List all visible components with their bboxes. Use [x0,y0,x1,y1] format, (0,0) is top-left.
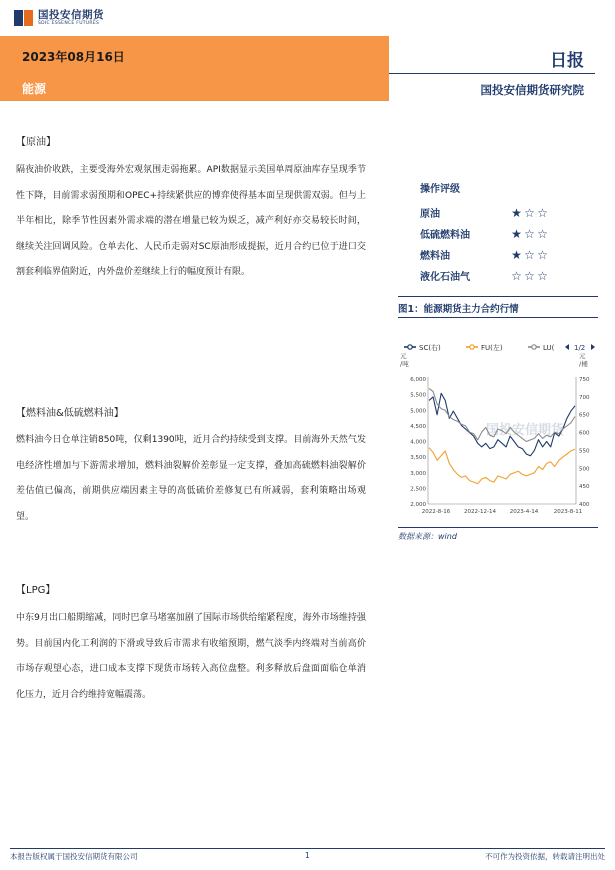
chart-svg [398,334,598,526]
section-title-fuel: 【燃料油&低硫燃料油】 [16,408,124,419]
left-unit-label-2: /吨 [400,360,409,368]
right-tick-label: 450 [579,484,590,491]
research-institute: 国投安信期货研究院 [480,83,584,97]
legend-label: SC(右) [419,344,441,352]
star-empty-icon: ☆ [524,247,535,262]
right-unit-label-2: /桶 [579,360,588,368]
page-number: 1 [305,851,310,860]
rating-row [420,223,580,244]
report-type: 日报 [550,51,584,71]
header-divider [389,73,595,74]
star-empty-icon: ☆ [537,226,548,241]
right-tick-label: 500 [579,466,590,473]
star-empty-icon: ☆ [524,226,535,241]
section-text-lpg: 中东9月出口船期缩减，同时巴拿马堵塞加剧了国际市场供给缩紧程度，海外市场维持强势。目前国内化工利润的下滑或导致后市需求有收缩预期，燃气淡季内终端对当前高价市场存观望心态，进口成本支撑下现货市场转入高位盘整。利多释放后盘面面临仓单消化压力，近月合约维持宽幅震荡。 [16,613,366,700]
left-tick-label: 4,000 [410,439,426,446]
data-source: 数据来源：wind [398,532,457,541]
rating-name: 原油 [420,209,440,220]
footer-rule [10,848,605,849]
x-tick-label: 2022-8-16 [421,509,451,515]
left-tick-label: 5,500 [410,392,426,399]
rating-name: 燃料油 [420,251,450,262]
star-empty-icon: ☆ [537,247,548,262]
left-tick-label: 2,500 [410,486,426,493]
logo-name-cn: 国投安信期货 [38,9,104,21]
rating-title: 操作评级 [420,184,460,195]
left-tick-label: 5,000 [410,408,426,415]
left-tick-label: 6,000 [410,377,426,383]
x-tick-label: 2023-4-14 [509,509,539,515]
rating-name: 低硫燃料油 [420,230,470,241]
logo-name-en: SDIC ESSENCE FUTURES [38,20,100,26]
figure-rule-mid [398,317,598,318]
legend-prev-icon [565,344,569,350]
star-filled-icon: ★ [511,226,522,241]
report-date: 2023年08月16日 [22,50,125,64]
left-unit-label: 元 [400,352,407,360]
right-tick-label: 750 [579,377,590,383]
figure-rule-top [398,296,598,297]
section-text-fuel: 燃料油今日仓单注销850吨，仅剩1390吨，近月合约持续受到支撑。目前海外天然气发电经济性增加与下游需求增加，燃料油裂解价差彰显一定支撑，叠加高硫燃料油裂解价差估值已偏高，前期供应端因素主导的高低硫价差修复已有所减弱，套利策略出场观望。 [16,435,366,522]
right-tick-label: 550 [579,448,590,455]
report-sector: 能源 [22,82,47,96]
x-tick-label: 2022-12-14 [464,509,496,515]
legend-page-label: 1/2 [574,344,586,352]
star-empty-icon: ☆ [537,268,548,283]
star-empty-icon: ☆ [524,268,535,283]
figure-rule-bottom [398,527,598,528]
company-logo [14,8,104,28]
left-tick-label: 4,500 [410,423,426,430]
star-filled-icon: ★ [511,205,522,220]
rating-row [420,265,580,286]
price-chart [398,334,598,526]
legend-marker [408,345,412,349]
x-tick-label: 2023-8-11 [553,509,583,515]
rating-name: 液化石油气 [420,272,470,283]
right-unit-label: 元 [579,352,586,360]
right-tick-label: 400 [579,502,590,508]
footer-copyright: 本报告版权属于国投安信期货有限公司 [10,852,138,861]
logo-mark-icon [14,8,34,28]
section-title-crude: 【原油】 [16,137,56,148]
legend-label: FU(左) [481,344,503,352]
star-empty-icon: ☆ [511,268,522,283]
legend-label: LU( [543,344,555,352]
rating-row [420,244,580,265]
series-line-fu [429,448,575,484]
right-tick-label: 700 [579,394,590,401]
right-tick-label: 600 [579,430,590,437]
star-empty-icon: ☆ [537,205,548,220]
legend-marker [532,345,536,349]
left-tick-label: 3,000 [410,470,426,477]
section-title-lpg: 【LPG】 [16,585,56,596]
legend-marker [470,345,474,349]
left-tick-label: 3,500 [410,455,426,462]
rating-row [420,202,580,223]
left-tick-label: 2,000 [410,502,426,508]
section-text-crude: 隔夜油价收跌，主要受海外宏观氛围走弱拖累。API数据显示美国单周原油库存呈现季节性下降，目前需求弱预期和OPEC+持续紧供应的博弈使得基本面呈现供需双弱。但与上半年相比，除季节性因素外需求端的潜在增量已较为娱乏，减产利好亦交易较长时间，继续关注回调风险。仓单去化、人民币走弱对SC原油形成提振，近月合约已位于进口交割套利临界值附近，内外盘价差继续上行的幅度预计有限。 [16,165,366,277]
star-filled-icon: ★ [511,247,522,262]
footer-disclaimer: 不可作为投资依据，转载请注明出处 [485,852,605,861]
operation-rating [420,180,580,286]
right-tick-label: 650 [579,412,590,419]
figure-title: 图1：能源期货主力合约行情 [398,304,519,315]
chart-watermark: 国投安信期货 [486,423,565,438]
star-empty-icon: ☆ [524,205,535,220]
legend-next-icon [591,344,595,350]
